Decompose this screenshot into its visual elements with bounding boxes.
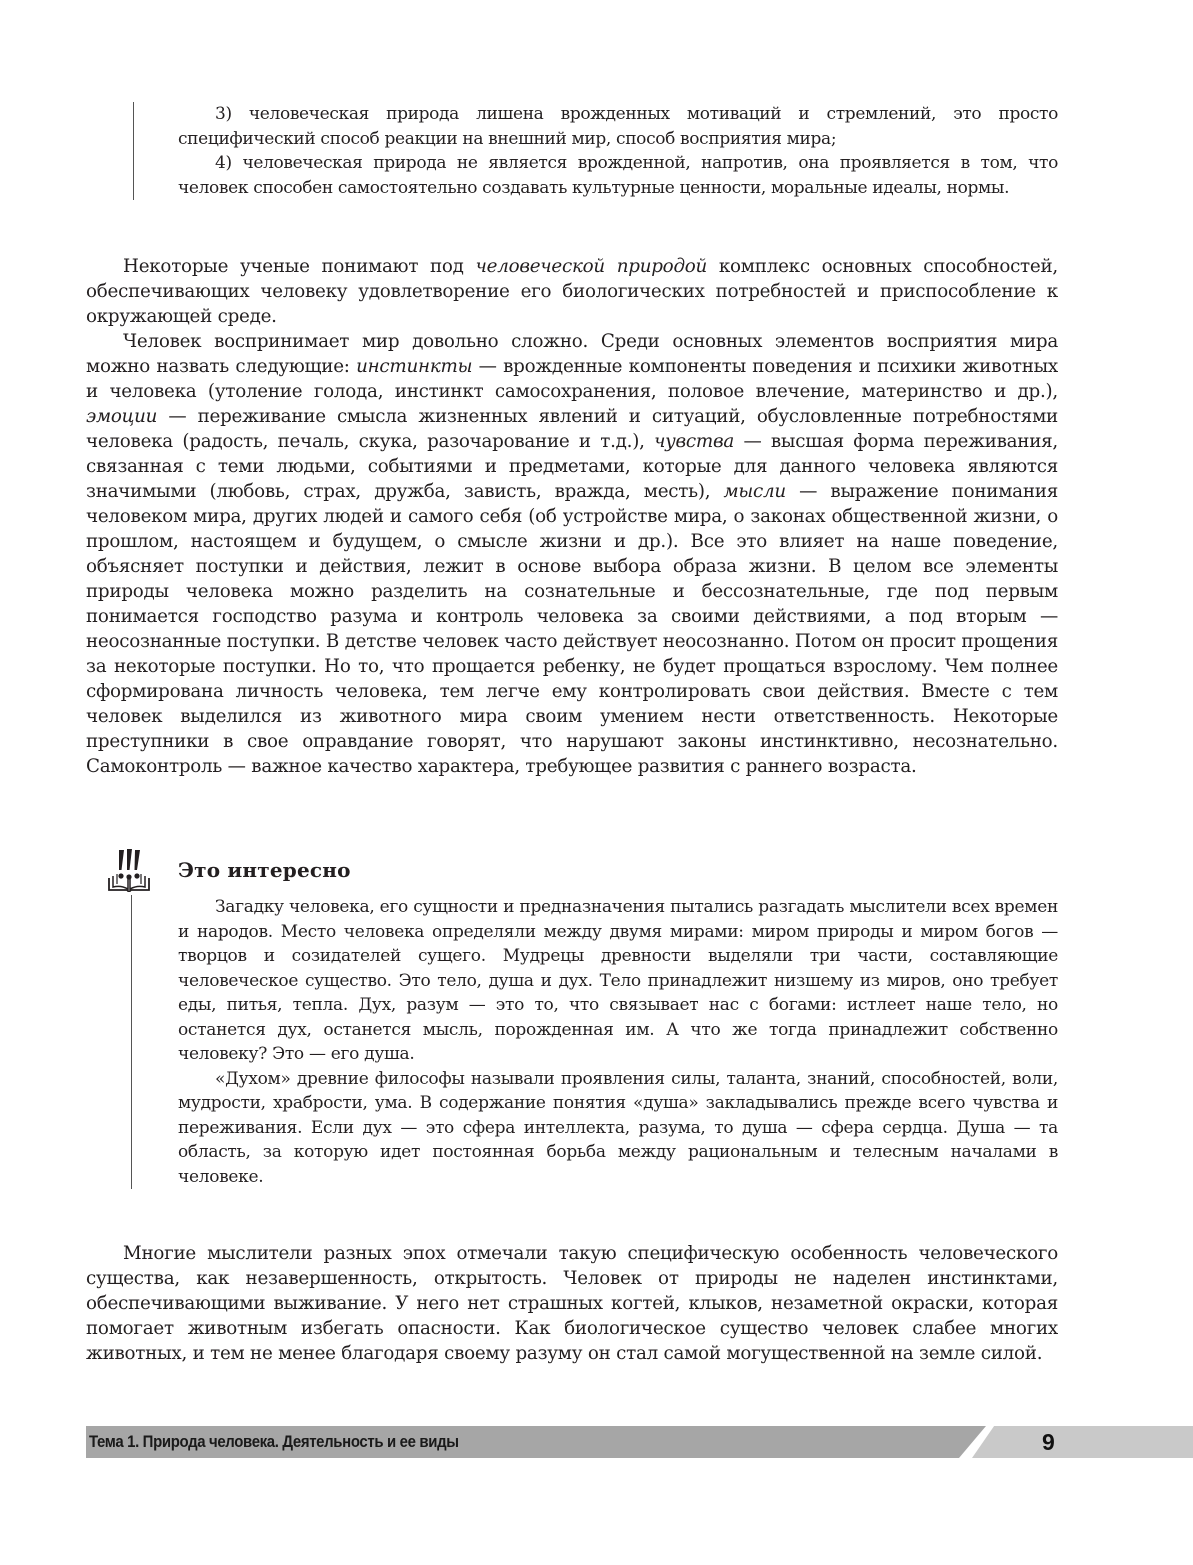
paragraph-human-nature-definition: Некоторые ученые понимают под человеческой природой комплекс основных способностей, обеспечивающих человеку удовлетворение его биологических потребностей и приспособление к окружающей среде. [86,256,1058,327]
term-thoughts: мысли [723,481,786,502]
interest-box-header [107,848,707,892]
paragraph-human-incompleteness: Многие мыслители разных эпох отмечали такую специфическую особенность человеческого существа, как незавершенность, открытость. Человек от природы не наделен инстинктами, обеспечивающими выживание. У него нет страшных когтей, клыков, незаметной окраски, которая помогает животным избегать опасности. Как биологическое существо человек слабее многих животных, и тем не менее благодаря своему разуму он стал самой могущественной на земле силой. [86,1243,1058,1364]
quote-list-block [133,102,1058,200]
interest-paragraph: «Духом» древние философы называли проявления силы, таланта, знаний, способностей, воли, мудрости, храбрости, ума. В содержание понятия «душа» закладывались прежде всего чувства и переживания. Если дух — это сфера интеллекта, разума, то душа — сфера сердца. Душа — та область, за которую идет постоянная борьба между рациональным и телесным началами в человеке. [178,1068,1058,1187]
page-footer [86,1426,1193,1458]
list-item-3: 3) человеческая природа лишена врожденных мотиваций и стремлений, это просто специфический способ реакции на внешний мир, способ восприятия мира; [178,104,1058,149]
interest-paragraph: Загадку человека, его сущности и предназначения пытались разгадать мыслители всех времен и народов. Место человека определяли между двумя мирами: миром природы и миром богов — творцов и созидателей сущего. Мудрецы древности выделяли три части, составляющие человеческое существо. Это тело, душа и дух. Тело принадлежит низшему из миров, оно требует еды, питья, тепла. Дух, разум — это то, что связывает нас с богами: истлеет наше тело, но останется дух, останется мысль, порожденная им. А что же тогда принадлежит собственно человеку? Это — его душа. [178,897,1058,1064]
book-exclamation-icon [107,848,151,892]
main-text-section-end [86,1241,1058,1366]
chapter-title: Тема 1. Природа человека. Деятельность и ее виды [89,1432,459,1451]
paragraph-perception-elements: Человек воспринимает мир довольно сложно. Среди основных элементов восприятия мира можно назвать следующие: инстинкты — врожденные компоненты поведения и психики животных и человека (утоление голода, инстинкт самосохранения, половое влечение, материнство и др.), эмоции — переживание смысла жизненных явлений и ситуаций, обусловленные потребностями человека (радость, печаль, скука, разочарование и т.д.), чувства — высшая форма переживания, связанная с теми людьми, событиями и предметами, которые для данного человека являются значимыми (любовь, страх, дружба, зависть, вражда, месть), мысли — выражение понимания человеком мира, других людей и самого себя (об устройстве мира, о законах общественной жизни, о прошлом, настоящем и будущем, о смысле жизни и др.). Все это влияет на наше поведение, объясняет поступки и действия, лежит в основе выбора образа жизни. В целом все элементы природы человека можно разделить на сознательные и бессознательные, где под первым понимается господство разума и контроль человека за своими действиями, а под вторым — неосознанные поступки. В детстве человек часто действует неосознанно. Потом он просит прощения за некоторые поступки. Но то, что прощается ребенку, не будет прощаться взрослому. Чем полнее сформирована личность человека, тем легче ему контролировать свои действия. Вместе с тем человек выделился из животного мира своим умением нести ответственность. Некоторые преступники в свое оправдание говорят, что нарушают законы инстинктивно, несознательно. Самоконтроль — важное качество характера, требующее развития с раннего возраста. [86,331,1058,777]
list-item-4: 4) человеческая природа не является врожденной, напротив, она проявляется в том, что человек способен самостоятельно создавать культурные ценности, моральные идеалы, нормы. [178,153,1058,198]
interest-box-body [131,895,1058,1189]
term-human-nature: человеческой природой [475,256,708,277]
term-emotions: эмоции [86,406,158,427]
footer-page-band [972,1426,1193,1458]
term-instincts: инстинкты [356,356,473,377]
page-number: 9 [1042,1429,1055,1455]
interest-box-title: Это интересно [178,858,351,882]
main-text-section [86,254,1058,779]
term-feelings: чувства [654,431,735,452]
